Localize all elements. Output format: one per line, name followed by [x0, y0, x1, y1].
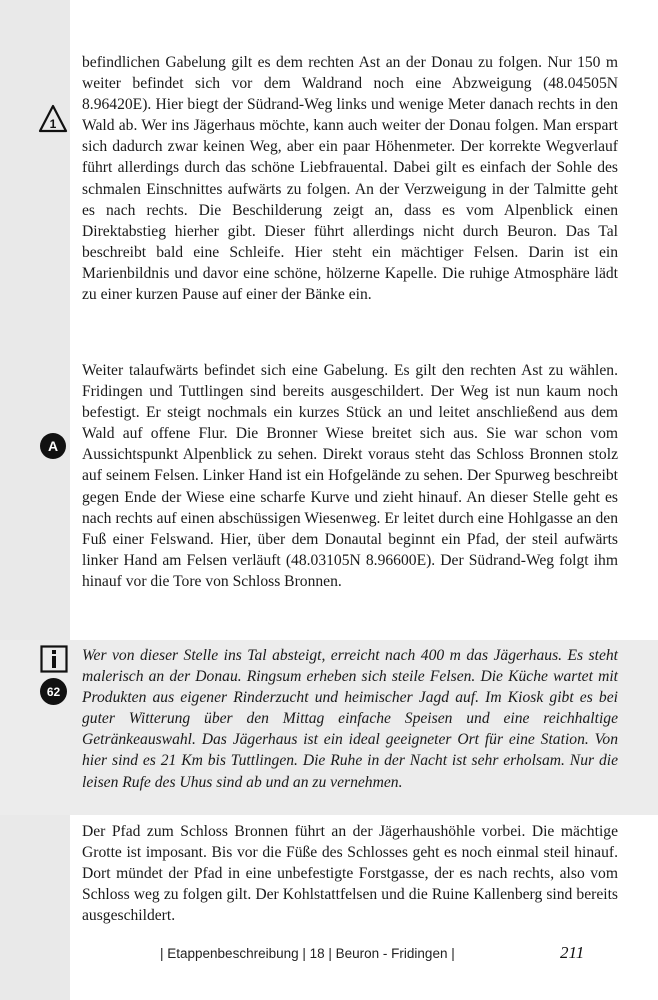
poi-marker-62: 62	[40, 678, 67, 705]
warning-triangle-icon	[38, 104, 68, 134]
margin-strip	[0, 0, 70, 1000]
paragraph-4: Der Pfad zum Schloss Bronnen führt an der Jägerhaushöhle vorbei. Die mächtige Grotte ist imposant. Bis vor die Füße des Schlosses geht es noch einmal steil hinauf. Dort mündet der Pfad in eine unbefestigte Forstgasse, der es nach rechts, also vom Schloss weg zu folgen gilt. Der Kohlstattfelsen und die Ruine Kallenberg sind bereits ausgeschildert.	[82, 823, 618, 925]
info-box-text: Wer von dieser Stelle ins Tal absteigt, erreicht nach 400 m das Jägerhaus. Es steht malerisch an der Donau. Ringsum erheben sich steile Felsen. Die Küche wartet mit Produkten aus eigener Rinderzucht und heimischer Jagd auf. Im Kiosk gibt es bei guter Witterung über den Mittag einfache Speisen und eine reichhaltige Getränkeauswahl. Das Jägerhaus ist ein ideal geeigneter Ort für eine Station. Von hier sind es 21 Km bis Tuttlingen. Die Ruhe in der Nacht ist sehr erholsam. Nur die leisen Rufe des Uhus sind ab und an zu vernehmen.	[82, 647, 618, 791]
page-number: 211	[560, 943, 585, 962]
waypoint-marker-a: A	[40, 433, 66, 459]
paragraph-2: Weiter talaufwärts befindet sich eine Gabelung. Es gilt den rechten Ast zu wählen. Fridingen und Tuttlingen sind bereits ausgeschildert. Der Weg ist nun kaum noch befestigt. Er steigt nochmals ein kurzes Stück an und leitet anschließend aus dem Wald auf offene Flur. Die Bronner Wiese breitet sich aus. Sie war schon vom Aussichtspunkt Alpenblick zu sehen. Direkt voraus steht das Schloss Bronnen stolz auf seinem Felsen. Linker Hand ist ein Hofgelände zu sehen. Der Spurweg beschreibt gegen Ende der Wiese eine scharfe Kurve und zieht hinauf. An dieser Stelle geht es nach rechts auf einen abschüssigen Wiesenweg. Er leitet durch eine Hohlgasse an den Fuß einer Felswand. Hier, über dem Donautal beginnt ein Pfad, der steil aufwärts linker Hand am Felsen verläuft (48.03105N 8.96600E). Der Südrand-Weg folgt ihm hinauf vor die Tore von Schloss Bronnen.	[82, 362, 618, 590]
info-icon	[40, 645, 68, 673]
running-footer: | Etappenbeschreibung | 18 | Beuron - Fridingen |	[160, 946, 455, 961]
paragraph-1: befindlichen Gabelung gilt es dem rechten Ast an der Donau zu folgen. Nur 150 m weiter befindet sich vor dem Waldrand noch eine Abzweigung (48.04505N 8.96420E). Hier biegt der Südrand-Weg links und wenige Meter danach rechts in den Wald ab. Wer ins Jägerhaus möchte, kann auch weiter der Donau folgen. Man erspart sich dadurch zwar keinen Weg, aber ein paar Höhenmeter. Der korrekte Wegverlauf führt allerdings durch das schöne Liebfrauental. Dabei gilt es einfach der Sohle des schmalen Einschnittes aufwärts zu folgen. An der Verzweigung in der Talmitte geht es nach rechts. Die Beschilderung zeigt an, dass es vom Alpenblick einen Direktabstieg hierher gibt. Dieser führt allerdings nicht durch Beuron. Das Tal beschreibt bald eine Schleife. Hier steht ein mächtiger Felsen. Darin ist ein Marienbildnis und davor eine schöne, hölzerne Kapelle. Die ruhige Atmosphäre lädt zu einer kurzen Pause auf einer der Bänke ein.	[82, 54, 618, 304]
warning-number: 1	[49, 117, 57, 131]
